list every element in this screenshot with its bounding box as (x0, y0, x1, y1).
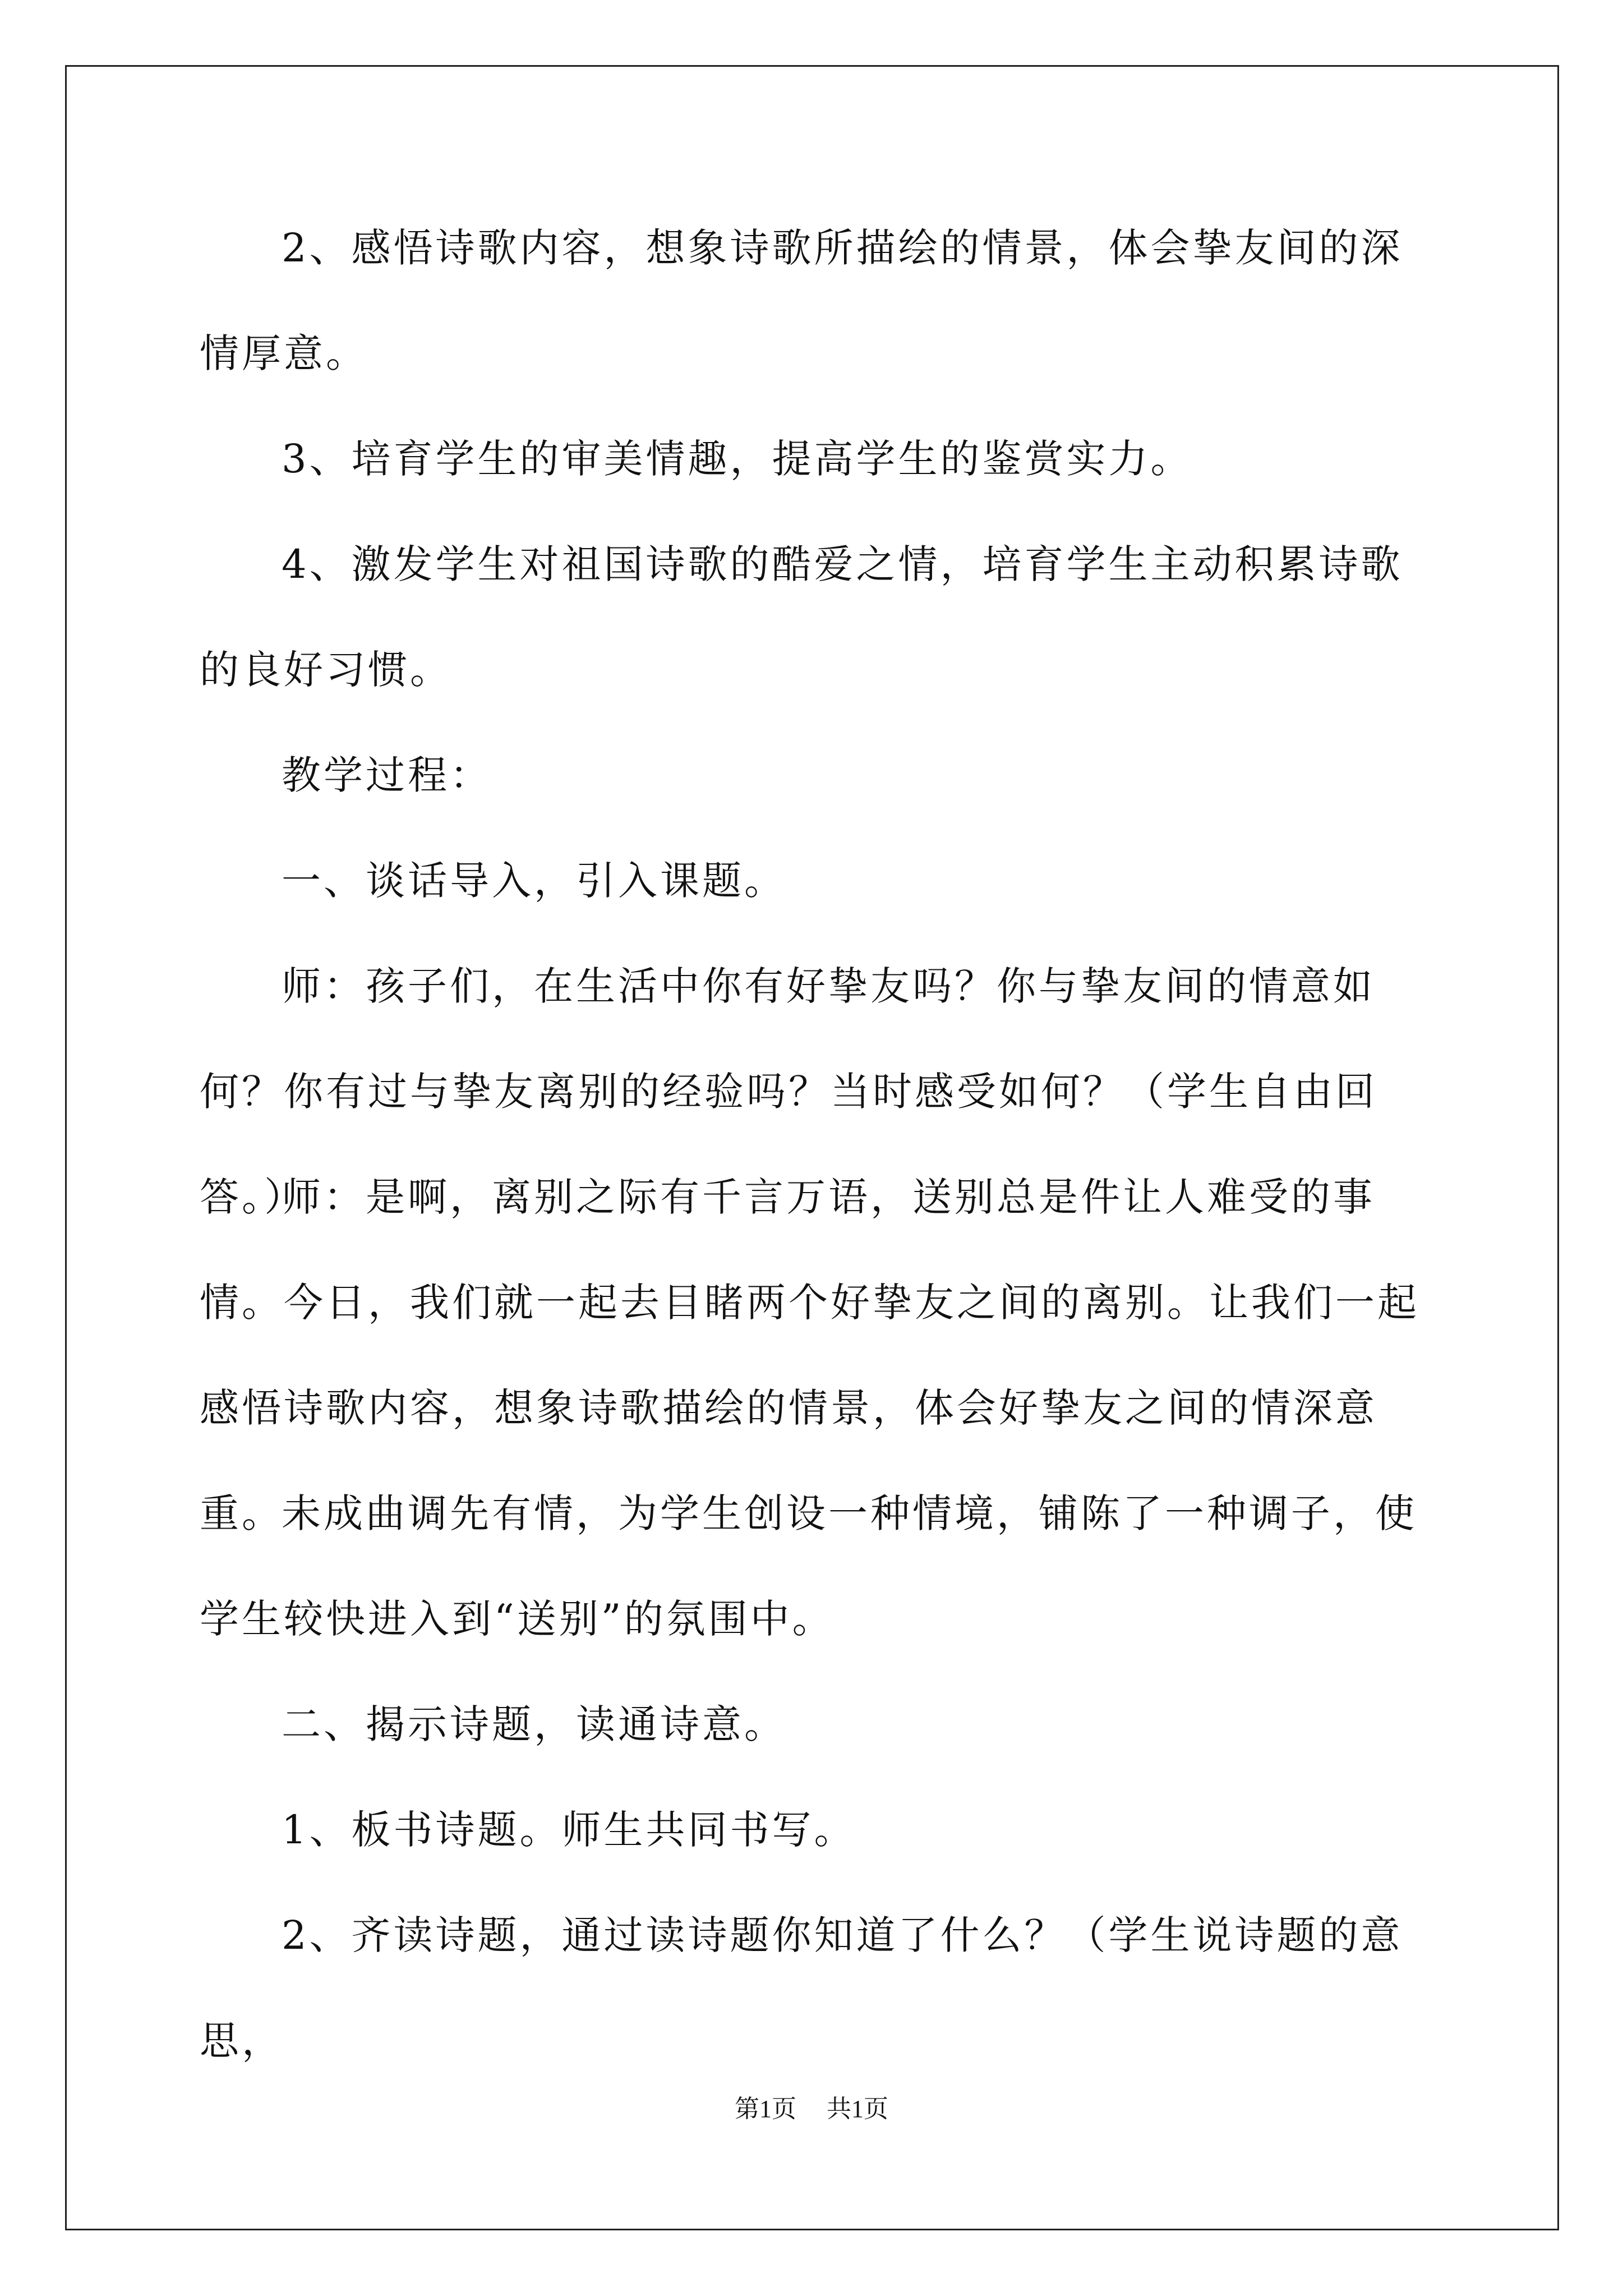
paragraph-2: 3、培育学生的审美情趣，提高学生的鉴赏实力。 (282, 436, 1193, 482)
paragraph-6: 师：是啊，离别之际有千言万语，送别总是件让人难受的事情。今日，我们就一起去目睹两个好挚友之间的离别。让我们一起感悟诗歌内容，想象诗歌描绘的情景，体会好挚友之间的情深意重。 (200, 1174, 1419, 1536)
page-number: 第1页 (735, 2095, 796, 2123)
paragraph-5: 师：孩子们，在生活中你有好挚友吗？你与挚友间的情意如何？你有过与挚友离别的经验吗？当时感受如何？（学生自由回答。） (200, 963, 1377, 1220)
page-footer (0, 2092, 1623, 2126)
paragraph-9: 2、齐读诗题，通过读诗题你知道了什么？（学生说诗题的意思， (200, 1912, 1403, 2064)
paragraph-4: 教学过程： (282, 752, 492, 798)
section-heading-2: 二、揭示诗题，读通诗意。 (282, 1701, 786, 1747)
total-pages: 共1页 (827, 2095, 888, 2123)
section-heading-1: 一、谈话导入，引入课题。 (282, 858, 786, 904)
paragraph-1: 2、感悟诗歌内容，想象诗歌所描绘的情景，体会挚友间的深情厚意。 (200, 225, 1403, 376)
paragraph-3: 4、激发学生对祖国诗歌的酷爱之情，培育学生主动积累诗歌的良好习惯。 (200, 541, 1403, 693)
paragraph-8: 1、板书诗题。师生共同书写。 (282, 1807, 856, 1853)
paragraph-7: 未成曲调先有情，为学生创设一种情境，铺陈了一种调子，使学生较快进入到“送别”的氛围中。 (200, 1490, 1417, 1642)
